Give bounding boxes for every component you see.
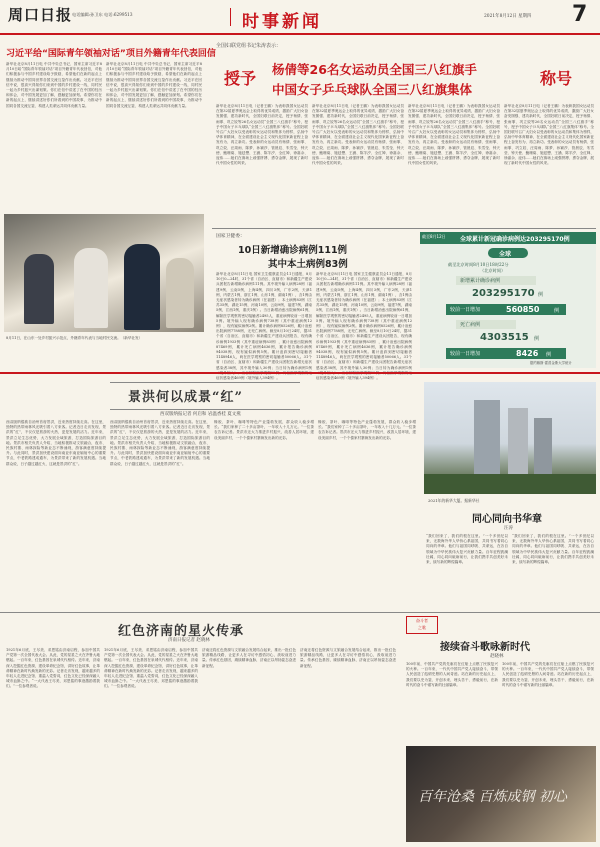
increase-row-1 — [446, 304, 566, 315]
title-line-2: 其中本土病例83例 — [268, 259, 348, 270]
photo-caption: 2021年的新华大厦。据新华社 — [428, 498, 480, 503]
increase-label: 较前一日增加 — [450, 307, 481, 313]
stats-banner-total: 203295170例 — [526, 236, 570, 243]
section-title — [230, 2, 360, 32]
stats-banner-text — [460, 234, 570, 243]
article-subtitle: 济南日报记者 赵晓林 — [168, 638, 210, 643]
title-line-1: 杨倩等26名女运动员全国三八红旗手 — [272, 62, 477, 77]
news-photo-village — [4, 214, 204, 332]
increase-value: 8426 — [516, 349, 539, 358]
article-body: 西双版纳傣族自治州首府景洪，近来热度持续走高。在这里，独特的热带雨林风光吸引着八方来客。记者近日走访发现，景洪的“红”，不仅仅是旅游的火热，更是发展的活力。近年来，景洪立足生态优势，大力发展全域旅游，打造国际旅游目的地。景洪市相关负责人介绍，当地积极推动文旅融合，夜市、民族村寨、雨林探险等新业态不断涌现，游客满意度持续提升。与此同时，景洪加快建设面向南亚东南亚辐射中心的重要节点，中老铁路建成通车，为景洪带来了新的发展机遇。当地群众说，日子越过越红火，这就是景洪的“红”。 — [6, 420, 106, 466]
article-title: 习近平给“国际青年领袖对话”项目外籍青年代表回信 — [6, 49, 216, 59]
article-subtitle: 西双版纳报记者 何启和 岩温香桂 夏文燕 — [160, 412, 241, 417]
article-body: 100年前，中国共产党的先驱们在红船上点燃了民族复兴的火种。一百年来，一代代中国共产党人接续奋斗，带领人民创造了彪炳史册的人间奇迹。站在新的历史起点上，我们要以史为鉴、开创未来，埋头苦干、勇毅前行，在新时代的奋斗中谱写新的壮丽篇章。 — [406, 662, 498, 687]
death-value: 4303515 — [480, 332, 529, 343]
news-photo-skyline — [424, 382, 596, 494]
article-body-col4: 橡胶、茶叶、咖啡等特色产业蓬勃发展，群众收入稳步增长。“我们家种了二十多亩茶叶，一年收入十几万元。”一位茶农告诉记者。景洪市还大力推进乡村振兴，改善人居环境，建设美丽乡村，一个个傣家村寨焕发出新的光彩。 — [318, 420, 416, 440]
article-body-col2: 西双版纳傣族自治州首府景洪，近来热度持续走高。在这里，独特的热带雨林风光吸引着八方来客。记者近日走访发现，景洪的“红”，不仅仅是旅游的火热，更是发展的活力。近年来，景洪立足生态优势，大力发展全域旅游，打造国际旅游目的地。景洪市相关负责人介绍，当地积极推动文旅融合，夜市、民族村寨、雨林探险等新业态不断涌现，游客满意度持续提升。与此同时，景洪加快建设面向南亚东南亚辐射中心的重要节点，中老铁路建成通车，为景洪带来了新的发展机遇。当地群众说，日子越过越红火，这就是景洪的“红”。 — [110, 420, 210, 466]
masthead-rule — [0, 33, 600, 35]
photo-building — [534, 418, 552, 480]
stats-banner — [420, 232, 596, 244]
increase-unit: 例 — [546, 352, 552, 358]
increase-value: 560850 — [506, 305, 540, 314]
article-kicker: 全国妇联党组书记朱涛表示： — [216, 43, 282, 49]
section-rule — [0, 372, 600, 374]
centenary-banner — [406, 746, 596, 842]
new-cases-label-bar — [456, 276, 536, 285]
column-unity — [422, 378, 598, 612]
divider — [0, 612, 600, 613]
article-struggle-song — [402, 614, 598, 847]
divider — [212, 228, 596, 229]
article-xi-letter — [0, 38, 216, 368]
title-line-1: 10日新增确诊病例111例 — [238, 245, 348, 256]
column-body: “我们回来了，我们的根在这里。”一个多世纪以来，无数海外华人华侨心系祖国，共同书写着同心同向的华章。他们与祖国同呼吸、共命运，在各自领域为中华民族伟大复兴贡献力量。百年征程波澜壮阔，同心同向砥砺前行，让我们携手共创美好未来，续写新的辉煌篇章。 — [426, 534, 508, 565]
article-body-col3: 济南还将红色资源与文旅融合发展结合起来，推出一批红色旅游精品线路，让更多人在寻访中感悟初心，汲取前进力量。传承红色基因，赓续精神血脉，济南正以昂扬姿态奋进新征程。 — [202, 648, 296, 668]
article-jinghong — [0, 376, 420, 612]
photo-caption: 8月11日，在山东一处乡村振兴示范点，外籍青年代表与当地村民交流。（新华社发） — [6, 336, 143, 340]
photo-figure — [124, 244, 160, 330]
new-cases-row — [446, 288, 566, 300]
photo-building — [474, 400, 500, 480]
death-row — [446, 332, 566, 344]
article-body-col2: 100年前，中国共产党的先驱们在红船上点燃了民族复兴的火种。一百年来，一代代中国共产党人接续奋斗，带领人民创造了彪炳史册的人间奇迹。站在新的历史起点上，我们要以史为鉴、开创未来，埋头苦干、勇毅前行，在新时代的奋斗中谱写新的壮丽篇章。 — [502, 662, 594, 687]
title-line-2: 中国女子乒乓球队全国三八红旗集体 — [272, 82, 473, 97]
section-title-text: 时事新闻 — [242, 12, 322, 32]
stats-banner-label: 全球累计新冠确诊病例达 — [460, 236, 527, 243]
issue-date: 2021年8月12日 星期四 — [484, 14, 532, 19]
article-body-col3: 橡胶、茶叶、咖啡等特色产业蓬勃发展，群众收入稳步增长。“我们家种了二十多亩茶叶，一年收入十几万元。”一位茶农告诉记者。景洪市还大力推进乡村振兴，改善人居环境，建设美丽乡村，一个个傣家村寨焕发出新的光彩。 — [214, 420, 314, 440]
new-cases-unit: 例 — [538, 292, 544, 298]
article-body-col2: 1921年6月底，王尽美、邓恩铭由济南启程，参加中国共产党第一次全国代表大会。从此，党的星星之火在齐鲁大地燃起。一百年来，红色基因在泉城代代相传。近年来，济南深入挖掘红色资源，建设革命纪念馆，讲好红色故事，让革命精神在新时代焕发新的光彩。记者走访发现，越来越多的年轻人走进纪念馆、重温入党誓词，红色文化已经深深融入城市血脉之中。“一大代表王尽美、邓恩铭的事迹激励着我们。”一位参观者说。 — [104, 648, 198, 689]
photo-trees — [424, 474, 596, 494]
stats-update: 截至北京时间8月10日18时22分 — [448, 262, 509, 267]
increase-row-2 — [446, 348, 566, 359]
banner-calligraphy: 百年沧桑 百炼成钢 初心 — [418, 789, 567, 805]
global-label: 全球 — [499, 251, 512, 258]
column-body-col2: “我们回来了，我们的根在这里。”一个多世纪以来，无数海外华人华侨心系祖国，共同书写着同心同向的华章。他们与祖国同呼吸、共命运，在各自领域为中华民族伟大复兴贡献力量。百年征程波澜壮阔，同心同向砥砺前行，让我们携手共创美好未来，续写新的辉煌篇章。 — [512, 534, 594, 565]
article-body-col4: 新华社北京8月11日电（记者王鹏）为表彰我国女运动员在第32届夏季奥运会上取得的优异成绩，激励广大妇女奋发图强、建功新时代，全国妇联日前决定，授予杨倩、张雨霏、巩立姣等26名女运动员“全国三八红旗手”称号，授予中国女子乒乓球队“全国三八红旗集体”称号。全国妇联号召广大妇女以受表彰的女运动员和集体为榜样，弘扬中华体育精神，在全面建设社会主义现代化国家新征程上奋发有为、再立新功。受表彰的女运动员有杨倩、张雨霏、巩立姣、汪周雨、陈梦、孙颖莎、管晨辰、朱雪莹、钟天使、鲍珊菊、施廷懋、王涵、陈芋汐、全红婵、徐嘉余、庞伟……她们在赛场上顽强拼搏、勇夺金牌，展现了新时代中国女性的风采。 — [504, 104, 594, 166]
article-body-col2: 新华社北京8月11日电 国家卫生健康委员会11日通报，8月10日0—24时，31个省（自治区、直辖市）和新疆生产建设兵团报告新增确诊病例111例。其中境外输入病例28例（福建9例，云南5例，上海4例，四川3例，广东2例，天津1例，内蒙古1例，浙江1例，山东1例，湖南1例），含1例由无症状感染者转为确诊病例（在福建）；本土病例83例（江苏35例，湖北15例，河南10例，云南9例，福建7例，湖南5例，江西1例，重庆1例）。当日新增治愈出院病例61例，解除医学观察的密切接触者2495人，重症病例较前一日增加5例。境外输入现有确诊病例738例（其中重症病例12例），现有疑似病例2例。累计确诊病例8526例，累计治愈出院病例7788例，无死亡病例。截至8月10日24时，据31个省（自治区、直辖市）和新疆生产建设兵团报告，现有确诊病例1933例（其中重症病例83例），累计治愈出院病例87469例，累计死亡病例4636例，累计报告确诊病例94038例，现有疑似病例5例。累计追踪到密切接触者1148946人，尚在医学观察的密切接触者50066人。31个省（自治区、直辖市）和新疆生产建设兵团报告新增无症状感染者38例，其中境外输入30例；当日转为确诊病例1例 症状感染者469例（境外输入394例）。 — [316, 272, 412, 381]
article-jinan-red — [0, 614, 400, 847]
article-body: 1921年6月底，王尽美、邓恩铭由济南启程，参加中国共产党第一次全国代表大会。从此，党的星星之火在齐鲁大地燃起。一百年来，红色基因在泉城代代相传。近年来，济南深入挖掘红色资源，建设革命纪念馆，讲好红色故事，让革命精神在新时代焕发新的光彩。记者走访发现，越来越多的年轻人走进纪念馆、重温入党誓词，红色文化已经深深融入城市血脉之中。“一大代表王尽美、邓恩铭的事迹激励着我们。”一位参观者说。 — [6, 648, 100, 689]
death-unit: 例 — [534, 336, 540, 342]
article-body-col3: 新华社北京8月11日电（记者王鹏）为表彰我国女运动员在第32届夏季奥运会上取得的优异成绩，激励广大妇女奋发图强、建功新时代，全国妇联日前决定，授予杨倩、张雨霏、巩立姣等26名女运动员“全国三八红旗手”称号，授予中国女子乒乓球队“全国三八红旗集体”称号。全国妇联号召广大妇女以受表彰的女运动员和集体为榜样，弘扬中华体育精神，在全面建设社会主义现代化国家新征程上奋发有为、再立新功。受表彰的女运动员有杨倩、张雨霏、巩立姣、汪周雨、陈梦、孙颖莎、管晨辰、朱雪莹、钟天使、鲍珊菊、施廷懋、王涵、陈芋汐、全红婵、徐嘉余、庞伟……她们在赛场上顽强拼搏、勇夺金牌，展现了新时代中国女性的风采。 — [408, 104, 500, 166]
masthead — [0, 0, 600, 40]
article-body: 新华社北京8月11日电 国家卫生健康委员会11日通报，8月10日0—24时，31个省（自治区、直辖市）和新疆生产建设兵团报告新增确诊病例111例。其中境外输入病例28例（福建9例，云南5例，上海4例，四川3例，广东2例，天津1例，内蒙古1例，浙江1例，山东1例，湖南1例），含1例由无症状感染者转为确诊病例（在福建）；本土病例83例（江苏35例，湖北15例，河南10例，云南9例，福建7例，湖南5例，江西1例，重庆1例）。当日新增治愈出院病例61例，解除医学观察的密切接触者2495人，重症病例较前一日增加5例。境外输入现有确诊病例738例（其中重症病例12例），现有疑似病例2例。累计确诊病例8526例，累计治愈出院病例7788例，无死亡病例。截至8月10日24时，据31个省（自治区、直辖市）和新疆生产建设兵团报告，现有确诊病例1933例（其中重症病例83例），累计治愈出院病例87469例，累计死亡病例4636例，累计报告确诊病例94038例，现有疑似病例5例。累计追踪到密切接触者1148946人，尚在医学观察的密切接触者50066人。31个省（自治区、直辖市）和新疆生产建设兵团报告新增无症状感染者38例，其中境外输入30例；当日转为确诊病例1例 症状感染者469例（境外输入394例）。 — [216, 272, 312, 381]
article-body: 新华社北京8月11日电（记者王鹏）为表彰我国女运动员在第32届夏季奥运会上取得的优异成绩，激励广大妇女奋发图强、建功新时代，全国妇联日前决定，授予杨倩、张雨霏、巩立姣等26名女运动员“全国三八红旗手”称号，授予中国女子乒乓球队“全国三八红旗集体”称号。全国妇联号召广大妇女以受表彰的女运动员和集体为榜样，弘扬中华体育精神，在全面建设社会主义现代化国家新征程上奋发有为、再立新功。受表彰的女运动员有杨倩、张雨霏、巩立姣、汪周雨、陈梦、孙颖莎、管晨辰、朱雪莹、钟天使、鲍珊菊、施廷懋、王涵、陈芋汐、全红婵、徐嘉余、庞伟……她们在赛场上顽强拼搏、勇夺金牌，展现了新时代中国女性的风采。 — [216, 104, 308, 166]
stats-source: 据约翰斯·霍普金斯大学统计 — [530, 361, 572, 365]
stats-update-2: （北京时间） — [480, 268, 506, 273]
death-label: 死亡病例 — [460, 322, 481, 328]
article-body-col2: 新华社北京8月11日电 中共中央总书记、国家主席习近平8月10日给“国际青年领袖对话”项目外籍青年代表回信，对他们积极参与中国乡村建设给予鼓励，希望他们在新的起点上继续为推动中国同世界各国交流互鉴作出贡献。习近平在回信中说，很高兴得知你们来到中国的乡村建设一线，同村民一起为乡村振兴出谋划策。你们在信中讲述了在中国的经历和体会，对中国发展更加了解，感触更加深刻。希望你们在新的起点上，继续讲述好你们所看到的中国故事，为推动中国同各国交流互鉴、构建人类命运共同体贡献力量。 — [106, 62, 202, 108]
article-covid-cases — [212, 230, 416, 381]
stats-tab: 截至8月12日 — [422, 234, 446, 239]
article-title: 接续奋斗歌咏新时代 — [440, 642, 530, 653]
section-title-frame-left — [230, 8, 231, 26]
photo-figure — [166, 258, 194, 328]
covid-stats-panel — [420, 232, 596, 368]
photo-figure — [24, 254, 54, 324]
page-number: 7 — [572, 2, 588, 27]
new-cases-value: 203295170 — [472, 288, 535, 299]
increase-label: 较前一日增加 — [450, 351, 481, 357]
article-title: 景洪何以成景“红” — [128, 390, 243, 405]
verb-left: 授予 — [224, 69, 257, 88]
article-olympics-honor — [212, 38, 596, 228]
column-seal: 奋斗者 之歌 — [406, 616, 438, 634]
verb-right: 称号 — [540, 69, 573, 88]
article-body-col2: 新华社北京8月11日电（记者王鹏）为表彰我国女运动员在第32届夏季奥运会上取得的优异成绩，激励广大妇女奋发图强、建功新时代，全国妇联日前决定，授予杨倩、张雨霏、巩立姣等26名女运动员“全国三八红旗手”称号，授予中国女子乒乓球队“全国三八红旗集体”称号。全国妇联号召广大妇女以受表彰的女运动员和集体为榜样，弘扬中华体育精神，在全面建设社会主义现代化国家新征程上奋发有为、再立新功。受表彰的女运动员有杨倩、张雨霏、巩立姣、汪周雨、陈梦、孙颖莎、管晨辰、朱雪莹、钟天使、鲍珊菊、施廷懋、王涵、陈芋汐、全红婵、徐嘉余、庞伟……她们在赛场上顽强拼搏、勇夺金牌，展现了新时代中国女性的风采。 — [312, 104, 404, 166]
article-body: 新华社北京8月11日电 中共中央总书记、国家主席习近平8月10日给“国际青年领袖对话”项目外籍青年代表回信，对他们积极参与中国乡村建设给予鼓励，希望他们在新的起点上继续为推动中国同世界各国交流互鉴作出贡献。习近平在回信中说，很高兴得知你们来到中国的乡村建设一线，同村民一起为乡村振兴出谋划策。你们在信中讲述了在中国的经历和体会，对中国发展更加了解，感触更加深刻。希望你们在新的起点上，继续讲述好你们所看到的中国故事，为推动中国同各国交流互鉴、构建人类命运共同体贡献力量。 — [6, 62, 102, 108]
column-author: 汪涛 — [504, 526, 513, 531]
article-kicker: 国家卫健委： — [216, 234, 245, 239]
new-cases-label: 新增累计确诊病例 — [460, 278, 501, 284]
article-title: 红色济南的星火传承 — [118, 624, 245, 639]
column-title: 同心同向书华章 — [472, 514, 542, 525]
increase-unit: 例 — [554, 308, 560, 314]
photo-building — [508, 408, 528, 480]
photo-figure — [74, 248, 108, 328]
death-label-bar — [456, 320, 516, 329]
article-body-col4: 济南还将红色资源与文旅融合发展结合起来，推出一批红色旅游精品线路，让更多人在寻访中感悟初心，汲取前进力量。传承红色基因，赓续精神血脉，济南正以昂扬姿态奋进新征程。 — [300, 648, 396, 668]
editor-meta: 电话编辑:孙卫东 电话:6299513 — [72, 12, 133, 17]
globe-badge — [488, 248, 528, 258]
article-author: 赵晓林 — [490, 654, 504, 659]
newspaper-logo: 周口日报 — [8, 6, 73, 24]
